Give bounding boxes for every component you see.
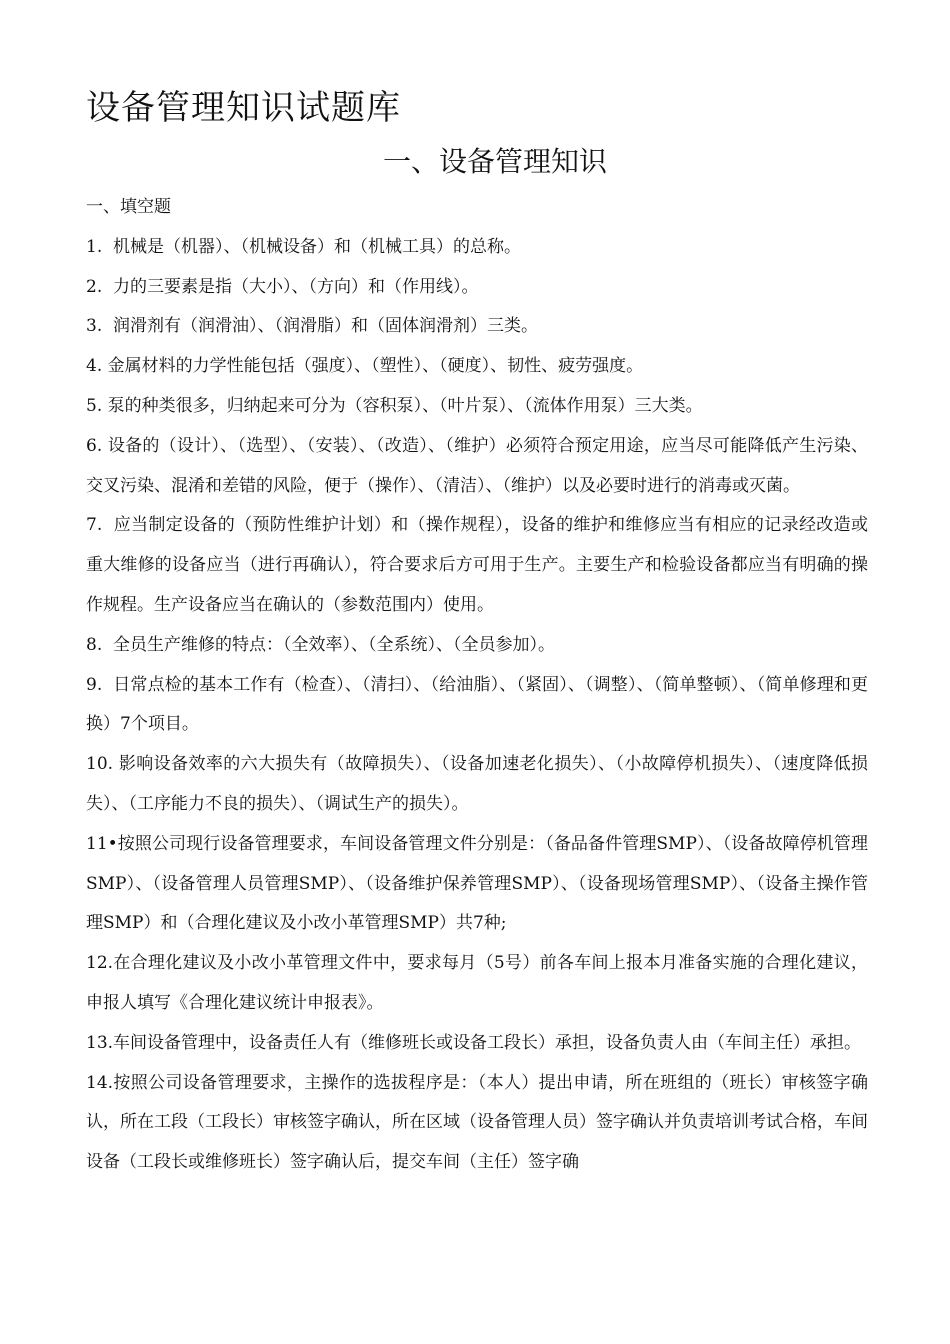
question-item-3: 3. 润滑剂有（润滑油）、（润滑脂）和（固体润滑剂）三类。: [86, 316, 539, 337]
question-item-4: 4. 金属材料的力学性能包括（强度）、（塑性）、（硬度）、韧性、疲劳强度。: [86, 356, 644, 377]
section-title: 一、设备管理知识: [382, 145, 607, 178]
question-item-9: 9. 日常点检的基本工作有（检查）、（清扫）、（给油脂）、（紧固）、（调整）、（简单整顿）、（简单修理和更换）7个项目。: [86, 674, 868, 735]
document-title: 设备管理知识试题库: [86, 88, 401, 128]
question-item-12: 12.在合理化建议及小改小革管理文件中，要求每月（5号）前各车间上报本月准备实施的合理化建议，申报人填写《合理化建议统计申报表》。: [86, 953, 868, 1013]
question-item-2: 2. 力的三要素是指（大小）、（方向）和（作用线）。: [86, 276, 479, 297]
question-item-13: 13.车间设备管理中，设备责任人有（维修班长或设备工段长）承担，设备负责人由（车间主任）承担。: [86, 1032, 862, 1053]
question-item-1: 1. 机械是（机器）、（机械设备）和（机械工具）的总称。: [86, 236, 522, 257]
question-item-6: 6. 设备的（设计）、（选型）、（安装）、（改造）、（维护）必须符合预定用途，应当尽可能降低产生污染、交叉污染、混淆和差错的风险，便于（操作）、（清洁）、（维护）以及必要时进行的消毒或灭菌。: [86, 435, 868, 496]
question-item-5: 5. 泵的种类很多，归纳起来可分为（容积泵）、（叶片泵）、（流体作用泵）三大类。: [86, 395, 703, 416]
question-item-11: 11•按照公司现行设备管理要求，车间设备管理文件分别是：（备品备件管理SMP）、（设备故障停机管理SMP）、（设备管理人员管理SMP）、（设备维护保养管理SMP）、（设备现场管理SMP）、（设备主操作管理SMP）和（合理化建议及小改小革管理SMP）共7种;: [86, 833, 868, 934]
document-body: [86, 188, 868, 1183]
question-item-14: 14.按照公司设备管理要求，主操作的选拔程序是：（本人）提出申请，所在班组的（班长）审核签字确认，所在工段（工段长）审核签字确认，所在区域（设备管理人员）签字确认并负责培训考试合格，车间设备（工段长或维修班长）签字确认后，提交车间（主任）签字确: [86, 1072, 868, 1173]
question-item-10: 10. 影响设备效率的六大损失有（故障损失）、（设备加速老化损失）、（小故障停机损失）、（速度降低损失）、（工序能力不良的损失）、（调试生产的损失）。: [86, 754, 868, 814]
subsection-title: 一、填空题: [86, 197, 171, 217]
question-item-7: 7. 应当制定设备的（预防性维护计划）和（操作规程），设备的维护和维修应当有相应的记录经改造或重大维修的设备应当（进行再确认），符合要求后方可用于生产。主要生产和检验设备都应当有明确的操作规程。生产设备应当在确认的（参数范围内）使用。: [86, 515, 868, 615]
question-item-8: 8. 全员生产维修的特点：（全效率）、（全系统）、（全员参加）。: [86, 634, 556, 655]
